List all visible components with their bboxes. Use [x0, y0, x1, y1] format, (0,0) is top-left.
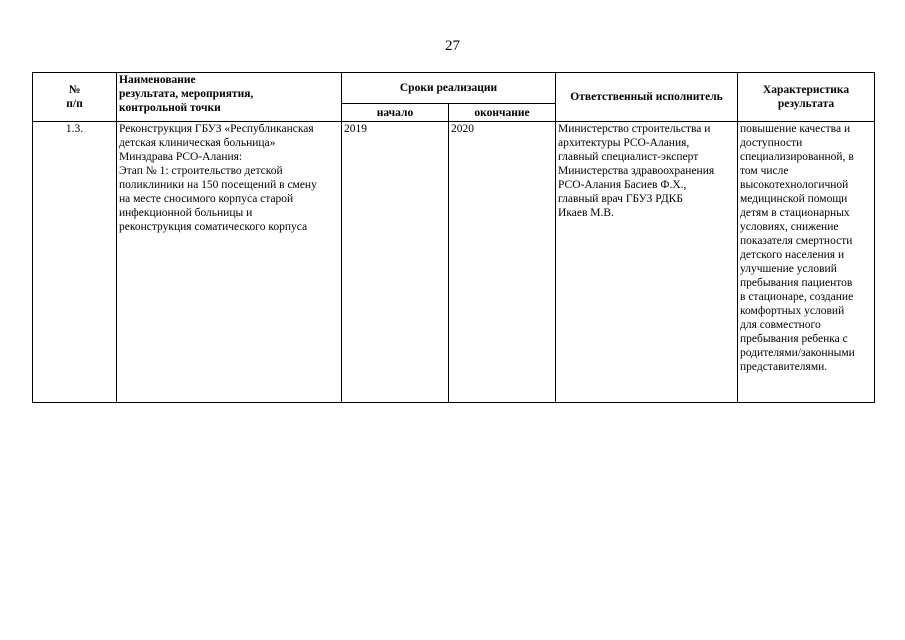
header-characteristic-line: результата [777, 98, 835, 110]
header-name-line: контрольной точки [119, 102, 221, 114]
row-responsible-line: Министерства здравоохранения [558, 165, 715, 177]
header-terms: Сроки реализации [342, 73, 556, 104]
row-name-line: поликлиники на 150 посещений в смену [119, 179, 317, 191]
row-responsible-line: главный специалист-эксперт [558, 151, 699, 163]
row-characteristic-line: условиях, снижение [740, 221, 839, 233]
row-characteristic-line: детского населения и [740, 249, 845, 261]
row-name-line: инфекционной больницы и [119, 207, 253, 219]
row-name-line: на месте сносимого корпуса старой [119, 193, 294, 205]
row-start: 2019 [342, 122, 449, 403]
table-row [33, 122, 875, 403]
row-responsible-line: Икаев М.В. [558, 207, 614, 219]
header-characteristic-line: Характеристика [762, 84, 850, 96]
row-name-line: реконструкция соматического корпуса [119, 221, 308, 233]
row-characteristic-line: повышение качества и [740, 123, 851, 135]
header-name-line: Наименование [119, 74, 196, 86]
row-characteristic-line: детям в стационарных [740, 207, 850, 219]
row-characteristic-line: медицинской помощи [740, 193, 848, 205]
row-characteristic-line: специализированной, в [740, 151, 854, 163]
row-characteristic-line: для совместного [740, 319, 821, 331]
header-name-line: результата, мероприятия, [119, 88, 254, 100]
page-number: 27 [445, 38, 460, 54]
row-characteristic-line: в стационаре, создание [740, 291, 854, 303]
header-responsible: Ответственный исполнитель [556, 73, 738, 122]
header-end: окончание [449, 104, 556, 122]
row-end: 2020 [449, 122, 556, 403]
row-number: 1.3. [33, 122, 117, 403]
row-name [117, 122, 342, 403]
plan-table [32, 72, 875, 403]
header-start: начало [342, 104, 449, 122]
row-responsible-line: Министерство строительства и [558, 123, 711, 135]
row-characteristic [738, 122, 875, 403]
row-characteristic-line: показателя смертности [740, 235, 853, 247]
row-characteristic-line: родителями/законными [740, 347, 855, 359]
row-name-line: детская клиническая больница» [119, 137, 276, 149]
row-characteristic-line: улучшение условий [740, 263, 837, 275]
row-name-line: Этап № 1: строительство детской [119, 165, 283, 177]
header-name [117, 73, 342, 122]
header-row-1 [33, 73, 875, 104]
row-characteristic-line: пребывания ребенка с [740, 333, 848, 345]
row-responsible-line: главный врач ГБУЗ РДКБ [558, 193, 683, 205]
row-characteristic-line: том числе [740, 165, 789, 177]
row-name-line: Минздрава РСО-Алания: [119, 151, 243, 163]
row-name-line: Реконструкция ГБУЗ «Республиканская [119, 123, 314, 135]
header-number-sign: № [68, 84, 81, 96]
row-characteristic-line: представителями. [740, 361, 828, 373]
row-responsible-line: РСО-Алания Басиев Ф.Х., [558, 179, 687, 191]
header-characteristic [738, 73, 875, 122]
row-responsible [556, 122, 738, 403]
header-number [33, 73, 117, 122]
header-number-pp: п/п [66, 98, 83, 110]
row-responsible-line: архитектуры РСО-Алания, [558, 137, 690, 149]
row-characteristic-line: высокотехнологичной [740, 179, 849, 191]
row-characteristic-line: доступности [740, 137, 803, 149]
row-characteristic-line: комфортных условий [740, 305, 845, 317]
row-characteristic-line: пребывания пациентов [740, 277, 853, 289]
